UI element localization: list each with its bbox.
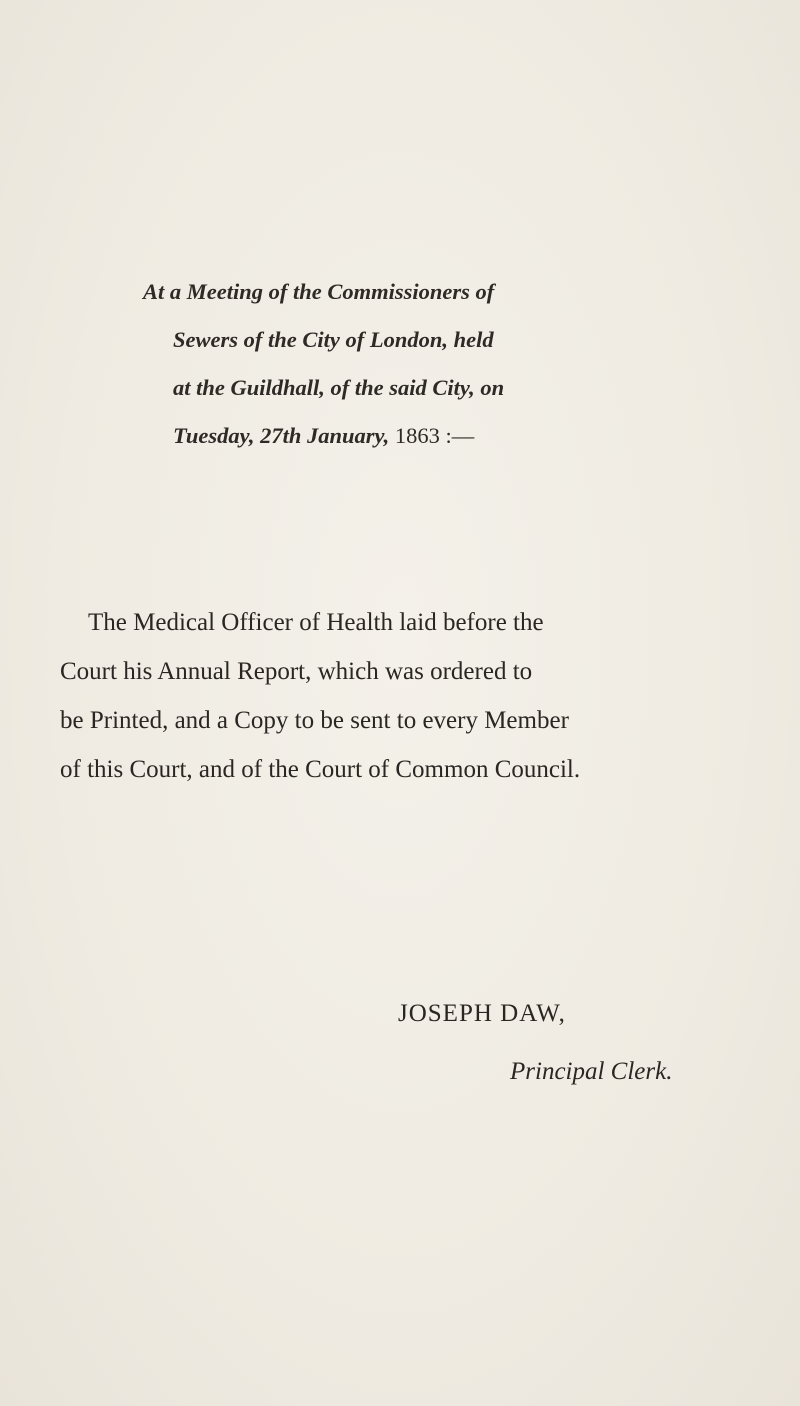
heading-line (143, 412, 743, 460)
paragraph-line: Court his Annual Report, which was ordered to (60, 658, 533, 685)
paragraph-line: be Printed, and a Copy to be sent to every Member (60, 707, 569, 734)
meeting-heading (143, 268, 743, 460)
heading-date-italic: Tuesday, 27th January, (173, 423, 390, 448)
resolution-paragraph (60, 598, 742, 794)
heading-line: At a Meeting of the Commissioners of (143, 279, 495, 304)
paragraph-line: of this Court, and of the Court of Common Council. (60, 756, 581, 783)
paragraph-line: The Medical Officer of Health laid before the (88, 609, 544, 636)
signature-name: JOSEPH DAW, (398, 1000, 566, 1027)
signature-title: Principal Clerk. (510, 1058, 673, 1085)
heading-line: Sewers of the City of London, held (173, 327, 494, 352)
heading-line: at the Guildhall, of the said City, on (173, 375, 505, 400)
heading-year: 1863 :— (389, 423, 475, 448)
